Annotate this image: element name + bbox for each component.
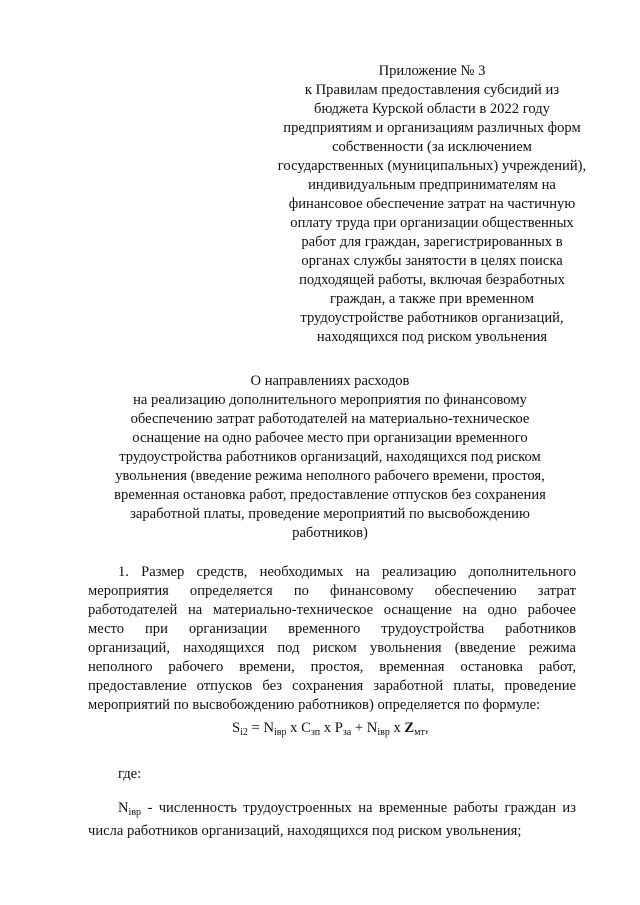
formula-operator: = <box>247 720 264 736</box>
title-line: оснащение на одно рабочее место при организации временного <box>132 430 528 446</box>
formula-punctuation: , <box>424 720 429 736</box>
appendix-line: находящихся под риском увольнения <box>316 329 548 345</box>
appendix-line: собственности (за исключением <box>332 139 532 155</box>
formula-operator: + <box>351 720 367 736</box>
formula-symbol: N <box>366 720 378 736</box>
where-label: где: <box>118 766 142 782</box>
title-line: увольнения (введение режима неполного рабочего времени, простоя, <box>115 468 545 484</box>
formula <box>232 720 429 738</box>
paragraph-line: организаций, находящихся под риском увольнения (введение режима <box>88 640 576 656</box>
definition-symbol: N <box>118 800 129 816</box>
definition-subscript: iвр <box>128 807 142 818</box>
formula-subscript: мт <box>414 727 425 738</box>
appendix-line: финансовое обеспечение затрат на частичную <box>288 196 576 212</box>
title-line: О направлениях расходов <box>250 373 410 389</box>
formula-operator: x <box>320 720 335 736</box>
formula-symbol: Z <box>404 720 415 736</box>
paragraph-line: мероприятий по высвобождению работников) определяется по формуле: <box>88 697 541 713</box>
title-line: на реализацию дополнительного мероприятия по финансовому <box>133 392 527 408</box>
appendix-line: органах службы занятости в целях поиска <box>301 253 563 269</box>
paragraph-line: работодателей на материально-техническое оснащение на одно рабочее <box>88 602 576 618</box>
paragraph-1 <box>88 563 576 715</box>
formula-subscript: i2 <box>240 727 248 738</box>
document-title <box>96 372 564 543</box>
definition-line: числа работников организаций, находящихся под риском увольнения; <box>88 823 522 839</box>
definition-text: - численность трудоустроенных на временные работы граждан из <box>141 800 576 816</box>
title-line: трудоустройства работников организаций, находящихся под риском <box>119 449 541 465</box>
appendix-line: государственных (муниципальных) учреждений), <box>277 158 587 174</box>
paragraph-line: 1. Размер средств, необходимых на реализацию дополнительного <box>118 564 576 580</box>
appendix-line: оплату труда при организации общественных <box>290 215 574 231</box>
formula-operator: x <box>286 720 302 736</box>
formula-subscript: iвр <box>377 727 390 738</box>
title-line: временная остановка работ, предоставление отпусков без сохранения <box>114 487 546 503</box>
formula-symbol: C <box>301 720 311 736</box>
appendix-header <box>262 62 602 347</box>
appendix-line: работ для граждан, зарегистрированных в <box>301 234 563 250</box>
formula-subscript: зп <box>310 727 321 738</box>
appendix-line: трудоустройстве работников организаций, <box>300 310 564 326</box>
title-line: работников) <box>292 525 368 541</box>
formula-symbol: N <box>263 720 274 736</box>
formula-symbol: S <box>232 720 241 736</box>
title-line: обеспечению затрат работодателей на материально-техническое <box>130 411 530 427</box>
appendix-line: граждан, а также при временном <box>330 291 534 307</box>
appendix-line: бюджета Курской области в 2022 году <box>314 101 550 117</box>
paragraph-line: предоставление отпусков без сохранения заработной платы, проведение <box>88 678 576 694</box>
appendix-line: к Правилам предоставления субсидий из <box>304 82 560 98</box>
formula-symbol: P <box>334 720 343 736</box>
paragraph-line: место при организации временного трудоустройства работников <box>88 621 576 637</box>
appendix-line: Приложение № 3 <box>378 63 486 79</box>
definition-paragraph <box>88 799 576 841</box>
formula-operator: x <box>389 720 405 736</box>
definition-line <box>88 799 576 822</box>
title-line: заработной платы, проведение мероприятий по высвобождению <box>130 506 530 522</box>
formula-subscript: iвр <box>273 727 287 738</box>
appendix-line: подходящей работы, включая безработных <box>299 272 565 288</box>
paragraph-line: мероприятия определяется по финансовому обеспечению затрат <box>88 583 576 599</box>
paragraph-line: неполного рабочего времени, простоя, временная остановка работ, <box>88 659 576 675</box>
appendix-line: предприятиям и организациям различных форм <box>283 120 581 136</box>
formula-subscript: за <box>342 727 352 738</box>
appendix-line: индивидуальным предпринимателям на <box>308 177 556 193</box>
